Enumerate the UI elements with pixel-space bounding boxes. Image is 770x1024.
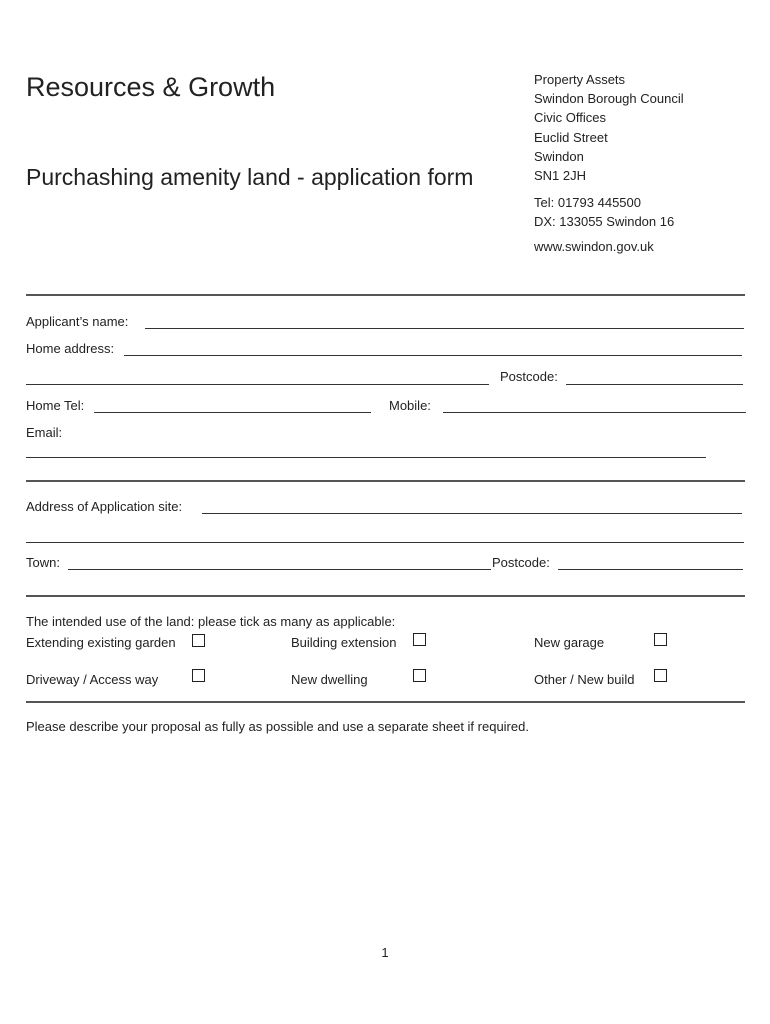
checkbox-building-extension[interactable] bbox=[413, 633, 426, 646]
page-number: 1 bbox=[381, 945, 389, 960]
mobile-field[interactable] bbox=[443, 412, 746, 413]
address-line: Euclid Street bbox=[534, 129, 608, 145]
address-line: Civic Offices bbox=[534, 110, 606, 126]
proposal-instruction: Please describe your proposal as fully as possible and use a separate sheet if required. bbox=[26, 719, 529, 734]
option-label-other-new-build: Other / New build bbox=[534, 672, 635, 687]
site-postcode-label: Postcode: bbox=[492, 555, 550, 570]
email-field[interactable] bbox=[26, 457, 706, 458]
mobile-label: Mobile: bbox=[389, 398, 431, 413]
address-line: Property Assets bbox=[534, 72, 626, 87]
checkbox-driveway[interactable] bbox=[192, 669, 205, 682]
page-title: Resources & Growth bbox=[26, 72, 276, 102]
checkbox-other-new-build[interactable] bbox=[654, 669, 667, 682]
home-address-line2-field[interactable] bbox=[26, 384, 489, 385]
address-line: Swindon Borough Council bbox=[534, 91, 684, 107]
site-postcode-field[interactable] bbox=[558, 569, 743, 570]
home-address-field[interactable] bbox=[124, 355, 742, 356]
address-line: SN1 2JH bbox=[534, 168, 587, 184]
section-divider bbox=[26, 595, 745, 597]
form-subtitle: Purchashing amenity land - application form bbox=[26, 164, 474, 190]
applicant-postcode-field[interactable] bbox=[566, 384, 743, 385]
section-divider bbox=[26, 701, 745, 703]
checkbox-new-dwelling[interactable] bbox=[413, 669, 426, 682]
email-label: Email: bbox=[26, 425, 63, 440]
site-address-field[interactable] bbox=[202, 513, 742, 514]
address-line: Swindon bbox=[534, 148, 584, 164]
option-label-extending-garden: Extending existing garden bbox=[26, 635, 176, 650]
proposal-description-area[interactable] bbox=[26, 742, 745, 922]
town-label: Town: bbox=[26, 555, 60, 570]
intended-use-heading: The intended use of the land: please tick as many as applicable: bbox=[26, 614, 396, 629]
applicant-postcode-label: Postcode: bbox=[500, 369, 558, 384]
telephone: Tel: 01793 445500 bbox=[534, 195, 641, 210]
option-label-driveway: Driveway / Access way bbox=[26, 672, 159, 687]
option-label-new-dwelling: New dwelling bbox=[291, 672, 368, 687]
council-address bbox=[534, 70, 684, 185]
home-tel-field[interactable] bbox=[94, 412, 371, 413]
dx-number: DX: 133055 Swindon 16 bbox=[534, 214, 675, 229]
site-address-line2-field[interactable] bbox=[26, 542, 744, 543]
applicant-name-field[interactable] bbox=[145, 328, 744, 329]
home-address-label: Home address: bbox=[26, 341, 115, 356]
website-link[interactable]: www.swindon.gov.uk bbox=[534, 239, 654, 254]
checkbox-extending-garden[interactable] bbox=[192, 634, 205, 647]
option-label-building-extension: Building extension bbox=[291, 635, 397, 650]
section-divider bbox=[26, 480, 745, 482]
section-divider bbox=[26, 294, 745, 296]
council-contact bbox=[534, 193, 674, 231]
option-label-new-garage: New garage bbox=[534, 635, 605, 650]
town-field[interactable] bbox=[68, 569, 491, 570]
applicant-name-label: Applicant’s name: bbox=[26, 314, 129, 329]
checkbox-new-garage[interactable] bbox=[654, 633, 667, 646]
home-tel-label: Home Tel: bbox=[26, 398, 85, 413]
site-address-label: Address of Application site: bbox=[26, 499, 183, 514]
